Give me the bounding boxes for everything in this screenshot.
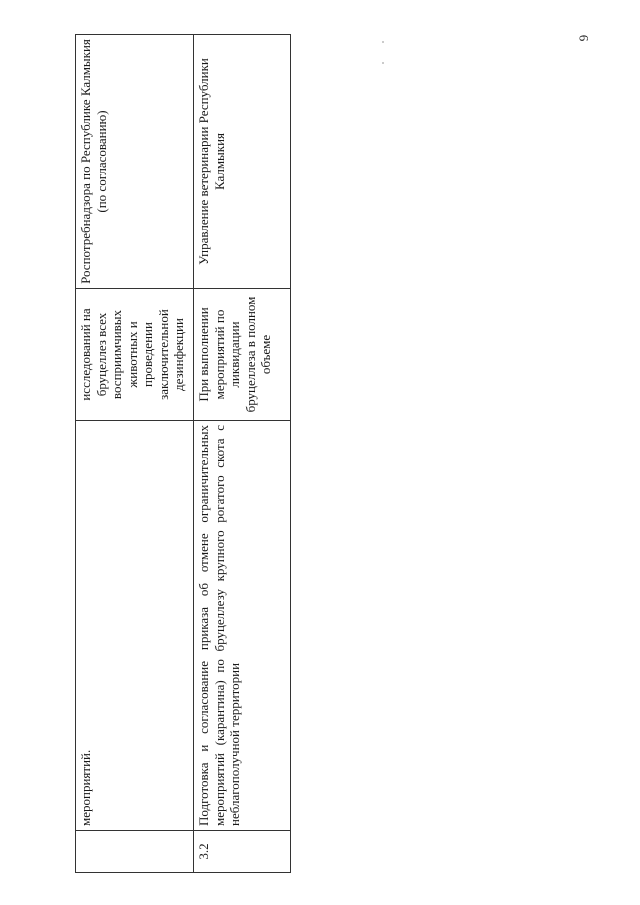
page-number: 6 — [576, 34, 592, 42]
table-row — [76, 35, 194, 873]
rotated-table-wrapper — [75, 35, 290, 873]
scan-speck — [382, 62, 384, 64]
responsible-cell: Управление ветеринарии Республики Калмыкия — [194, 35, 291, 289]
responsible-cell: Роспотребнадзора по Республике Калмыкия (по согласованию) — [76, 35, 194, 289]
row-number-cell: 3.2 — [194, 831, 291, 873]
action-cell: мероприятий. — [76, 421, 194, 831]
table-row — [194, 35, 291, 873]
term-cell: При выполнении мероприятий по ликвидации бруцеллеза в полном объеме — [194, 289, 291, 421]
measures-table — [75, 34, 291, 873]
action-cell: Подготовка и согласование приказа об отмене ограничительных мероприятий (карантина) по бруцеллезу крупного рогатого скота с неблагополучной территории — [194, 421, 291, 831]
scan-speck — [382, 41, 384, 43]
row-number-cell — [76, 831, 194, 873]
term-cell: исследований на бруцеллез всех восприимчивых животных и проведении заключительной дезинфекции — [76, 289, 194, 421]
